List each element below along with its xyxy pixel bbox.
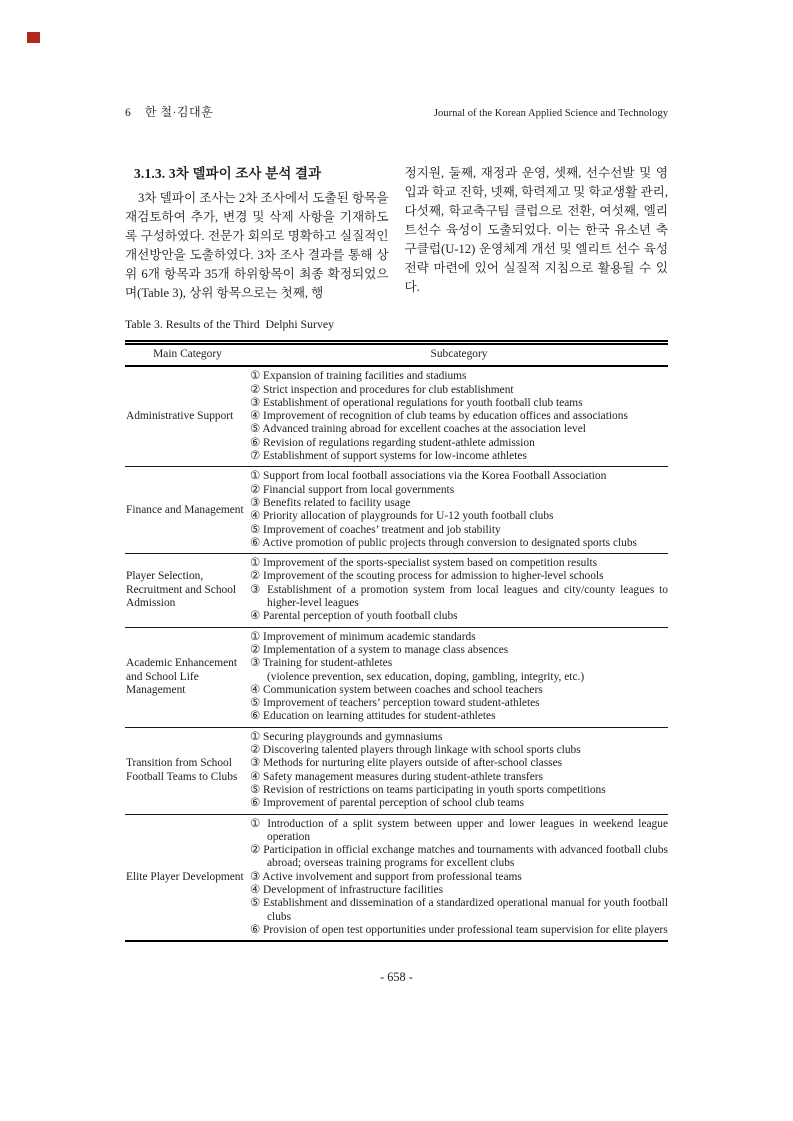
table-row: [125, 366, 668, 467]
running-header-left: [125, 103, 213, 120]
subcategory-item: ⑥ Education on learning attitudes for student-athletes: [250, 710, 496, 723]
subcategory-cell: [250, 727, 668, 814]
subcategory-item: ② Participation in official exchange matches and tournaments with advanced football clubs abroad; overseas training programs for excellent clubs: [250, 844, 668, 870]
subcategory-item: ⑥ Provision of open test opportunities under professional team supervision for elite players: [250, 923, 668, 936]
subcategory-item: ④ Priority allocation of playgrounds for U-12 youth football clubs: [250, 510, 554, 523]
subcategory-item: ④ Communication system between coaches and school teachers: [250, 683, 543, 696]
subcategory-item: ④ Improvement of recognition of club teams by education offices and associations: [250, 410, 628, 423]
table-row: [125, 467, 668, 554]
red-marker: [27, 32, 40, 43]
table-body: [125, 366, 668, 941]
subcategory-item: ④ Safety management measures during student-athlete transfers: [250, 770, 543, 783]
table-header: [125, 343, 668, 367]
main-category-cell: Transition from School Football Teams to Clubs: [126, 757, 238, 783]
subcategory-item: ① Improvement of minimum academic standards: [250, 630, 476, 643]
table-row: [125, 554, 668, 627]
subcategory-item: ① Support from local football associations via the Korea Football Association: [250, 470, 607, 483]
subcategory-item: ④ Development of infrastructure facilities: [250, 883, 444, 896]
subcategory-cell: [250, 467, 668, 554]
subcategory-item: ① Expansion of training facilities and stadiums: [250, 370, 467, 383]
subcategory-item: ① Introduction of a split system between upper and lower leagues in weekend league operation: [250, 817, 668, 843]
table-caption: Table 3. Results of the Third Delphi Survey: [125, 317, 334, 331]
right-column-paragraph: 정지원, 둘째, 재정과 운영, 셋째, 선수선발 및 영입과 학교 진학, 넷째, 학력제고 및 학교생활 관리, 다섯째, 학교축구팀 클럽으로 전환, 여섯째, 엘리트선수 육성이 도출되었다. 이는 한국 유소년 축구클럽(U-12) 운영체계 개선 및 엘리트 선수 육성 전략 마련에 있어 실질적 지침으로 활용될 수 있다.: [404, 166, 668, 294]
subcategory-cell: [250, 627, 668, 727]
subcategory-item: ⑥ Active promotion of public projects through conversion to designated sports clubs: [250, 536, 637, 549]
subcategory-cell: [250, 814, 668, 941]
subcategory-cell: [250, 366, 668, 467]
subcategory-item: ④ Parental perception of youth football clubs: [250, 610, 458, 623]
column-header-subcategory: Subcategory: [430, 348, 488, 360]
main-category-cell: Finance and Management: [126, 503, 244, 516]
table-header-row: [125, 343, 668, 367]
left-column: [125, 164, 389, 303]
main-category-cell: Academic Enhancement and School Life Management: [126, 657, 238, 696]
main-category-cell: Administrative Support: [126, 410, 234, 423]
subcategory-item: ③ Benefits related to facility usage: [250, 496, 411, 509]
subcategory-item: ⑥ Improvement of parental perception of school club teams: [250, 797, 525, 810]
right-column: [405, 164, 669, 303]
main-category-cell: Player Selection, Recruitment and School Admission: [126, 570, 237, 610]
section-heading: 3.1.3. 3차 델파이 조사 분석 결과: [134, 166, 322, 181]
subcategory-item: ⑤ Revision of restrictions on teams participating in youth sports competitions: [250, 783, 606, 796]
main-category-cell: Elite Player Development: [126, 870, 244, 883]
subcategory-item: ② Improvement of the scouting process for admission to higher-level schools: [250, 570, 604, 583]
left-column-paragraph: 3차 델파이 조사는 2차 조사에서 도출된 항목을 재검토하여 추가, 변경 및 삭제 사항을 기재하도록 구성하였다. 전문가 회의로 명확하고 실질적인 개선방안을 도출하였다. 3차 조사 결과를 통해 상위 6개 항목과 35개 하위항목이 최종 확정되었으며(Table 3), 상위 항목으로는 첫째, 행: [125, 191, 389, 300]
page-footer: [0, 970, 793, 985]
journal-title: Journal of the Korean Applied Science and Technology: [433, 108, 668, 119]
subcategory-item: ⑥ Revision of regulations regarding student-athlete admission: [250, 436, 535, 449]
table-block: [125, 317, 668, 942]
subcategory-item: ⑤ Advanced training abroad for excellent coaches at the association level: [250, 423, 586, 436]
footer-page-number: - 658 -: [380, 970, 413, 984]
subcategory-item: ③ Methods for nurturing elite players outside of after-school classes: [250, 757, 563, 770]
subcategory-item: ⑤ Improvement of coaches’ treatment and job stability: [250, 523, 501, 536]
subcategory-item: ① Securing playgrounds and gymnasiums: [250, 730, 443, 743]
running-header: [125, 103, 668, 120]
article-body: [125, 164, 668, 303]
delphi-results-table: [125, 340, 668, 942]
subcategory-item: ② Discovering talented players through linkage with school sports clubs: [250, 744, 581, 757]
subcategory-item: ② Financial support from local governments: [250, 483, 455, 496]
table-row: [125, 627, 668, 727]
header-authors: 한 철·김대훈: [144, 105, 214, 119]
subcategory-item: ⑦ Establishment of support systems for low-income athletes: [250, 450, 527, 463]
table-row: [125, 727, 668, 814]
subcategory-item: ③ Establishment of a promotion system from local leagues and city/county leagues to higher-level leagues: [250, 583, 668, 610]
subcategory-item: ③ Active involvement and support from professional teams: [250, 870, 522, 883]
subcategory-cell: [250, 554, 668, 627]
subcategory-item: ② Implementation of a system to manage class absences: [250, 643, 509, 656]
subcategory-item: ② Strict inspection and procedures for club establishment: [250, 383, 514, 396]
table-row: [125, 814, 668, 941]
column-header-main-category: Main Category: [153, 348, 222, 360]
subcategory-item: ③ Training for student-athletes (violence prevention, sex education, doping, gambling, integrity, etc.): [250, 657, 585, 683]
subcategory-item: ① Improvement of the sports-specialist system based on competition results: [250, 557, 598, 570]
subcategory-item: ⑤ Improvement of teachers’ perception toward student-athletes: [250, 697, 540, 710]
subcategory-item: ⑤ Establishment and dissemination of a standardized operational manual for youth football clubs: [250, 897, 668, 923]
subcategory-item: ③ Establishment of operational regulations for youth football club teams: [250, 396, 583, 409]
header-page-number: 6: [125, 107, 131, 119]
